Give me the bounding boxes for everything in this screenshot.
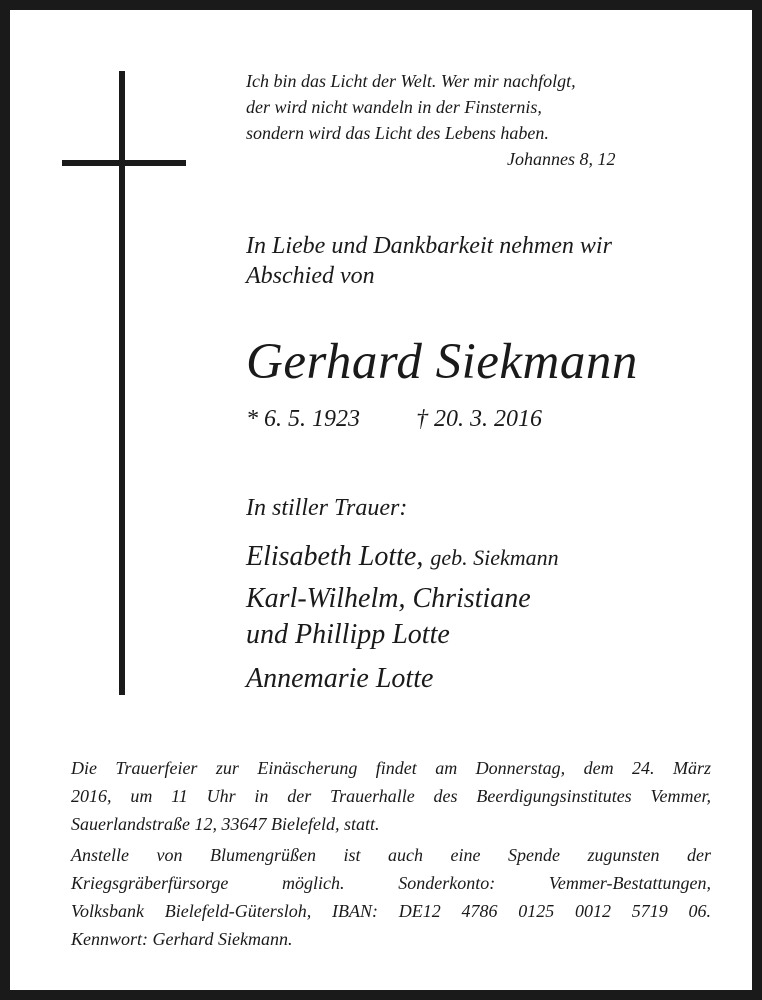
- donation-info-line: Kennwort: Gerhard Siekmann.: [71, 929, 293, 949]
- donation-info: [71, 841, 711, 953]
- mourning-heading: In stiller Trauer:: [246, 495, 408, 521]
- verse-line: Ich bin das Licht der Welt. Wer mir nachfolgt,: [246, 71, 576, 91]
- cross-icon-horizontal-bar: [62, 160, 186, 166]
- mourner-line: und Phillipp Lotte: [246, 619, 450, 650]
- intro-line: In Liebe und Dankbarkeit nehmen wir: [246, 233, 612, 259]
- mourner-name: Elisabeth Lotte,: [246, 541, 424, 572]
- donation-info-line: Anstelle von Blumengrüßen ist auch eine Spende zugunsten der: [71, 845, 711, 865]
- intro-line: Abschied von: [246, 263, 375, 289]
- donation-info-line: Kriegsgräberfürsorge möglich. Sonderkonto: Vemmer-Bestattungen,: [71, 873, 711, 893]
- deceased-name: Gerhard Siekmann: [246, 334, 638, 390]
- mourner-line: Karl-Wilhelm, Christiane: [246, 583, 531, 614]
- donation-info-line: Volksbank Bielefeld-Gütersloh, IBAN: DE12 4786 0125 0012 5719 06.: [71, 901, 711, 921]
- death-date: † 20. 3. 2016: [416, 406, 542, 432]
- funeral-info-line: Sauerlandstraße 12, 33647 Bielefeld, statt.: [71, 814, 380, 834]
- bible-verse: [246, 68, 576, 146]
- mourner-line: Annemarie Lotte: [246, 663, 434, 694]
- verse-line: der wird nicht wandeln in der Finsternis,: [246, 97, 542, 117]
- verse-source: Johannes 8, 12: [507, 149, 616, 169]
- birth-date: * 6. 5. 1923: [246, 406, 360, 432]
- funeral-info: [71, 754, 711, 838]
- mourner-maiden-name: geb. Siekmann: [430, 545, 559, 570]
- funeral-info-line: Die Trauerfeier zur Einäscherung findet am Donnerstag, dem 24. März: [71, 758, 711, 778]
- mourner-line: [246, 538, 559, 577]
- funeral-info-line: 2016, um 11 Uhr in der Trauerhalle des Beerdigungsinstitutes Vemmer,: [71, 786, 711, 806]
- farewell-intro: [246, 231, 612, 291]
- verse-line: sondern wird das Licht des Lebens haben.: [246, 123, 549, 143]
